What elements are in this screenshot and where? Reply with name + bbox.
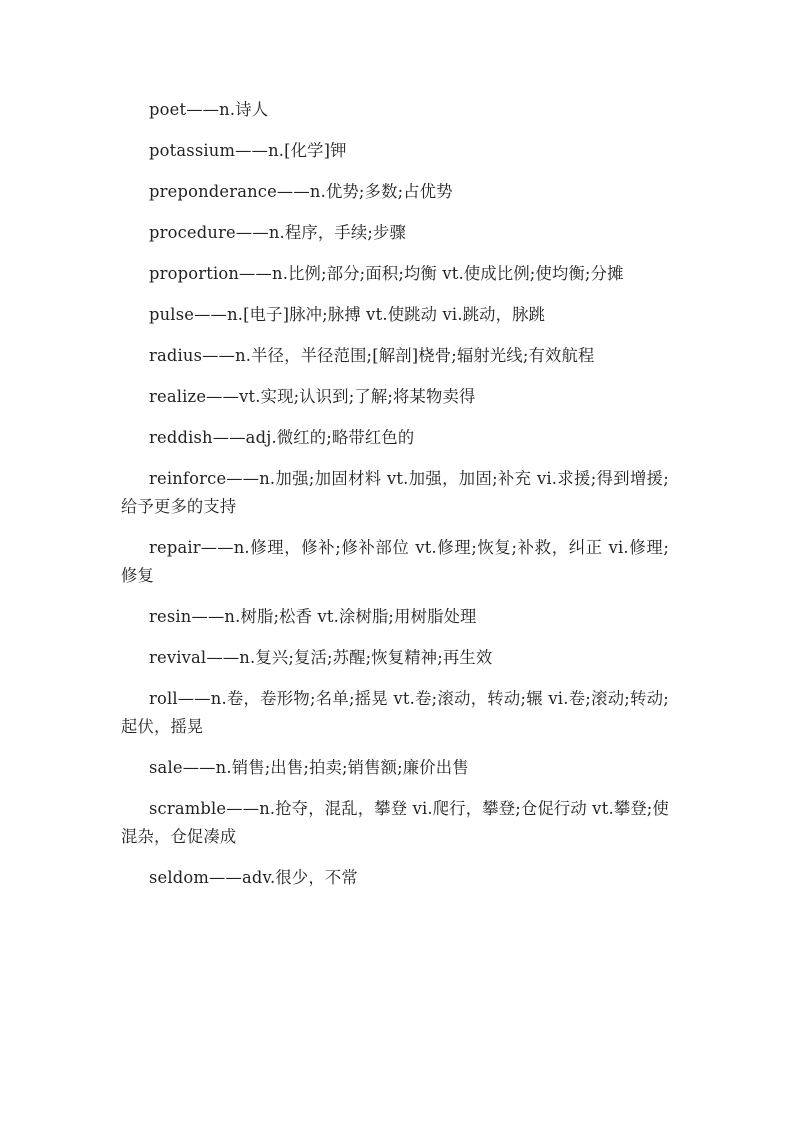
- vocabulary-list: [121, 96, 669, 905]
- vocabulary-entry-potassium: potassium——n.[化学]钾: [149, 141, 347, 160]
- vocabulary-entry-procedure: procedure——n.程序，手续;步骤: [149, 223, 406, 242]
- vocabulary-entry-resin: resin——n.树脂;松香 vt.涂树脂;用树脂处理: [149, 607, 477, 626]
- vocabulary-entry-repair: repair——n.修理，修补;修补部位 vt.修理;恢复;补救，纠正 vi.修理;修复: [121, 538, 669, 585]
- vocabulary-entry-preponderance: preponderance——n.优势;多数;占优势: [149, 182, 453, 201]
- vocabulary-entry-reinforce: reinforce——n.加强;加固材料 vt.加强，加固;补充 vi.求援;得到增援;给予更多的支持: [121, 469, 669, 516]
- vocabulary-entry-poet: poet——n.诗人: [149, 100, 269, 119]
- vocabulary-entry-pulse: pulse——n.[电子]脉冲;脉搏 vt.使跳动 vi.跳动，脉跳: [149, 305, 546, 324]
- vocabulary-entry-seldom: seldom——adv.很少，不常: [149, 868, 358, 887]
- vocabulary-entry-radius: radius——n.半径，半径范围;[解剖]桡骨;辐射光线;有效航程: [149, 346, 595, 365]
- vocabulary-entry-roll: roll——n.卷，卷形物;名单;摇晃 vt.卷;滚动，转动;辗 vi.卷;滚动;转动;起伏，摇晃: [121, 689, 669, 736]
- vocabulary-entry-sale: sale——n.销售;出售;拍卖;销售额;廉价出售: [149, 758, 469, 777]
- vocabulary-entry-scramble: scramble——n.抢夺，混乱，攀登 vi.爬行，攀登;仓促行动 vt.攀登;使混杂，仓促凑成: [121, 799, 669, 846]
- vocabulary-entry-realize: realize——vt.实现;认识到;了解;将某物卖得: [149, 387, 476, 406]
- vocabulary-entry-revival: revival——n.复兴;复活;苏醒;恢复精神;再生效: [149, 648, 493, 667]
- vocabulary-entry-proportion: proportion——n.比例;部分;面积;均衡 vt.使成比例;使均衡;分摊: [149, 264, 624, 283]
- vocabulary-entry-reddish: reddish——adj.微红的;略带红色的: [149, 428, 415, 447]
